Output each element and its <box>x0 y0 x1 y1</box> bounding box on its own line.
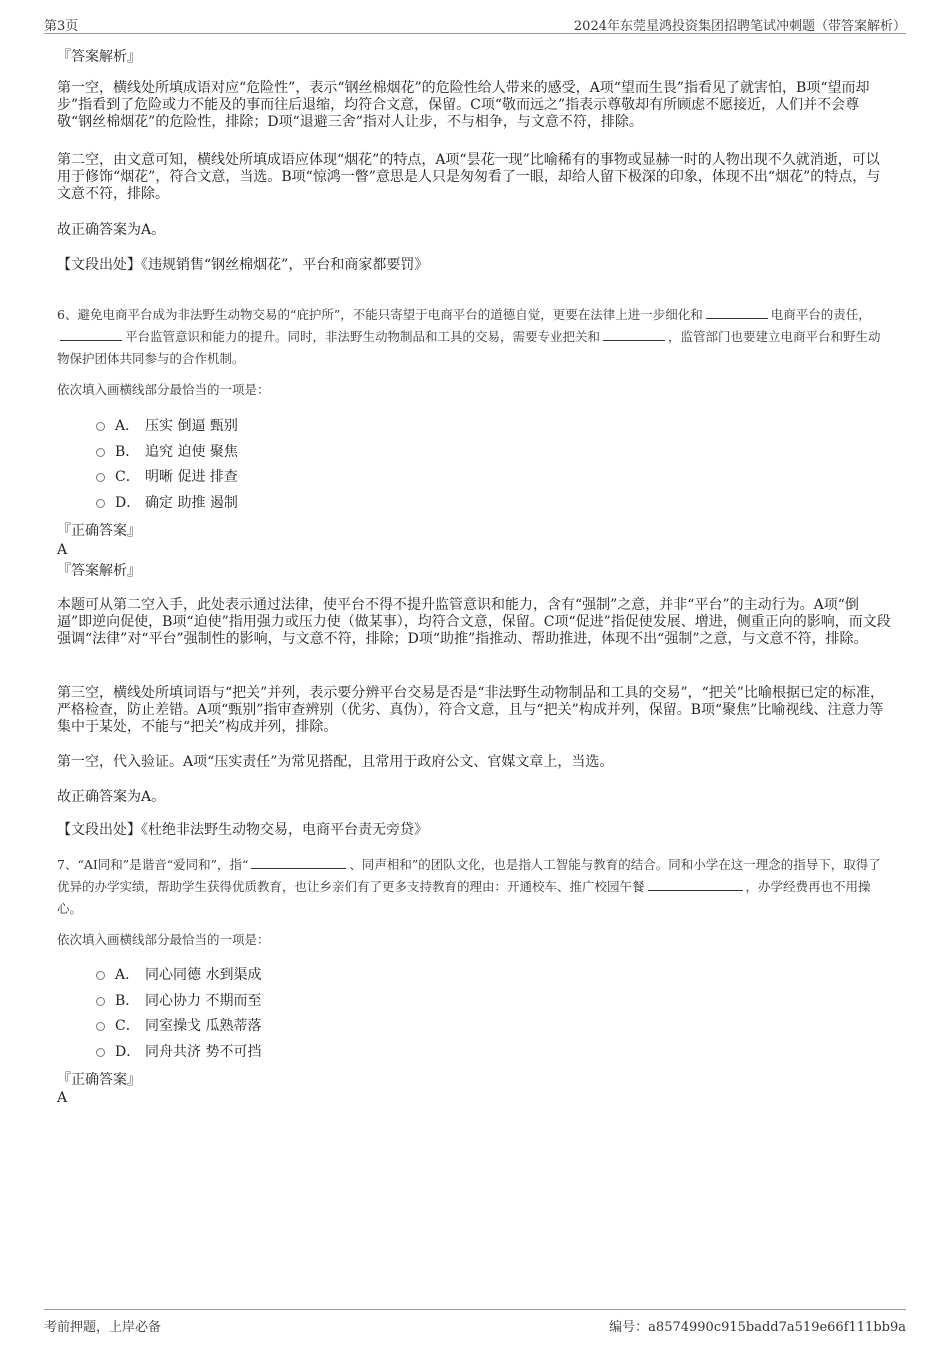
option-text: 同心协力 不期而至 <box>145 993 262 1009</box>
radio-button[interactable] <box>96 448 105 457</box>
stem-text: ，办学经费再也不用操心。 <box>57 879 871 916</box>
radio-button[interactable] <box>96 1022 105 1031</box>
radio-button[interactable] <box>96 997 105 1006</box>
correct-answer-label: 『正确答案』 <box>57 1072 141 1088</box>
analysis-label: 『答案解析』 <box>57 563 141 579</box>
option-letter: B． <box>115 444 140 460</box>
option-d[interactable] <box>96 494 238 512</box>
fill-blank <box>648 878 743 891</box>
option-text: 同心同德 水到渠成 <box>145 967 262 983</box>
answer-statement: 故正确答案为A。 <box>57 789 166 805</box>
analysis-paragraph: 第三空，横线处所填词语与“把关”并列，表示要分辨平台交易是否是“非法野生动物制品和工具的交易”，“把关”比喻根据已定的标准，严格检查，防止差错。A项“甄别”指审查辨别（优劣、真伪），符合文意，且与“把关”构成并列，保留。B项“聚焦”比喻视线、注意力等集中于某处，不能与“把关”构成并列，排除。 <box>57 685 884 735</box>
stem-text: 、同声相和”的团队文化，也是指人工智能与教育的结合。同和小学在这一理念的指导下，取得了优异的办学实绩，帮助学生获得优质教育，也让乡亲们有了更多支持教育的理由：开通校车、推广校园午餐 <box>57 857 881 894</box>
question-stem <box>57 304 892 370</box>
option-a[interactable] <box>96 966 261 984</box>
option-b[interactable] <box>96 443 238 461</box>
correct-answer: A <box>57 1090 68 1106</box>
document-title: 2024年东莞星鸿投资集团招聘笔试冲刺题（带答案解析） <box>573 19 906 34</box>
correct-answer-label: 『正确答案』 <box>57 523 141 539</box>
option-letter: C． <box>115 469 140 485</box>
stem-text: 电商平台的责任， <box>770 307 871 322</box>
option-letter: A． <box>115 967 140 983</box>
radio-button[interactable] <box>96 499 105 508</box>
option-text: 明晰 促进 排查 <box>145 469 238 485</box>
stem-text: ，监管部门也要建立电商平台和野生动物保护团体共同参与的合作机制。 <box>57 329 881 366</box>
stem-text: 6、避免电商平台成为非法野生动物交易的“庇护所”，不能只寄望于电商平台的道德自觉，更要在法律上进一步细化和 <box>57 307 703 322</box>
fill-blank <box>706 306 768 319</box>
stem-text: 平台监管意识和能力的提升。同时，非法野生动物制品和工具的交易，需要专业把关和 <box>125 329 601 344</box>
question-stem <box>57 854 892 920</box>
option-text: 确定 助推 遏制 <box>145 495 238 511</box>
radio-button[interactable] <box>96 422 105 431</box>
option-letter: A． <box>115 418 140 434</box>
option-text: 追究 迫使 聚焦 <box>145 444 238 460</box>
page-header <box>44 13 906 34</box>
option-text: 压实 倒逼 甄别 <box>145 418 238 434</box>
option-letter: D． <box>115 495 141 511</box>
correct-answer: A <box>57 542 68 558</box>
footer-slogan: 考前押题，上岸必备 <box>44 1320 162 1335</box>
question-prompt: 依次填入画横线部分最恰当的一项是： <box>57 382 270 397</box>
page-number: 第3页 <box>44 19 79 34</box>
answer-statement: 故正确答案为A。 <box>57 222 166 238</box>
document-id: 编号：a8574990c915badd7a519e66f111bb9a <box>609 1320 906 1335</box>
option-a[interactable] <box>96 417 238 435</box>
fill-blank <box>603 328 665 341</box>
option-letter: C． <box>115 1018 140 1034</box>
option-c[interactable] <box>96 1017 261 1035</box>
question-prompt: 依次填入画横线部分最恰当的一项是： <box>57 932 270 947</box>
source-citation: 【文段出处】《违规销售“钢丝棉烟花”，平台和商家都要罚》 <box>57 257 429 273</box>
option-text: 同舟共济 势不可挡 <box>145 1044 262 1060</box>
option-letter: B． <box>115 993 140 1009</box>
page-footer <box>44 1309 906 1334</box>
analysis-paragraph: 第二空，由文意可知，横线处所填成语应体现“烟花”的特点，A项“昙花一现”比喻稀有的事物或显赫一时的人物出现不久就消逝，可以用于修饰“烟花”，符合文意，当选。B项“惊鸿一瞥”意思是人只是匆匆看了一眼，却给人留下极深的印象，体现不出“烟花”的特点，与文意不符，排除。 <box>57 152 881 202</box>
analysis-label: 『答案解析』 <box>57 49 141 65</box>
analysis-paragraph: 本题可从第二空入手，此处表示通过法律，使平台不得不提升监管意识和能力，含有“强制”之意，并非“平台”的主动行为。A项“倒逼”即逆向促使，B项“迫使”指用强力或压力使（做某事），均符合文意，保留。C项“促进”指促使发展、增进，侧重正向的影响，而文段强调“法律”对“平台”强制性的影响，与文意不符，排除；D项“助推”指推动、帮助推进，体现不出“强制”之意，与文意不符，排除。 <box>57 597 891 647</box>
fill-blank <box>60 328 122 341</box>
radio-button[interactable] <box>96 473 105 482</box>
stem-text: 7、“AI同和”是谐音“爱同和”，指“ <box>57 857 249 872</box>
radio-button[interactable] <box>96 1048 105 1057</box>
option-d[interactable] <box>96 1043 261 1061</box>
option-b[interactable] <box>96 992 261 1010</box>
option-letter: D． <box>115 1044 141 1060</box>
analysis-paragraph: 第一空，横线处所填成语对应“危险性”，表示“钢丝棉烟花”的危险性给人带来的感受，A项“望而生畏”指看见了就害怕，B项“望而却步”指看到了危险或力不能及的事而往后退缩，均符合文意，保留。C项“敬而远之”指表示尊敬却有所顾虑不愿接近，人们并不会尊敬“钢丝棉烟花”的危险性，排除；D项“退避三舍”指对人让步，不与相争，与文意不符，排除。 <box>57 80 870 130</box>
option-text: 同室操戈 瓜熟蒂落 <box>145 1018 262 1034</box>
option-c[interactable] <box>96 468 238 486</box>
analysis-paragraph: 第一空，代入验证。A项“压实责任”为常见搭配，且常用于政府公文、官媒文章上，当选。 <box>57 754 614 770</box>
radio-button[interactable] <box>96 971 105 980</box>
fill-blank <box>251 856 346 869</box>
source-citation: 【文段出处】《杜绝非法野生动物交易，电商平台责无旁贷》 <box>57 822 428 838</box>
